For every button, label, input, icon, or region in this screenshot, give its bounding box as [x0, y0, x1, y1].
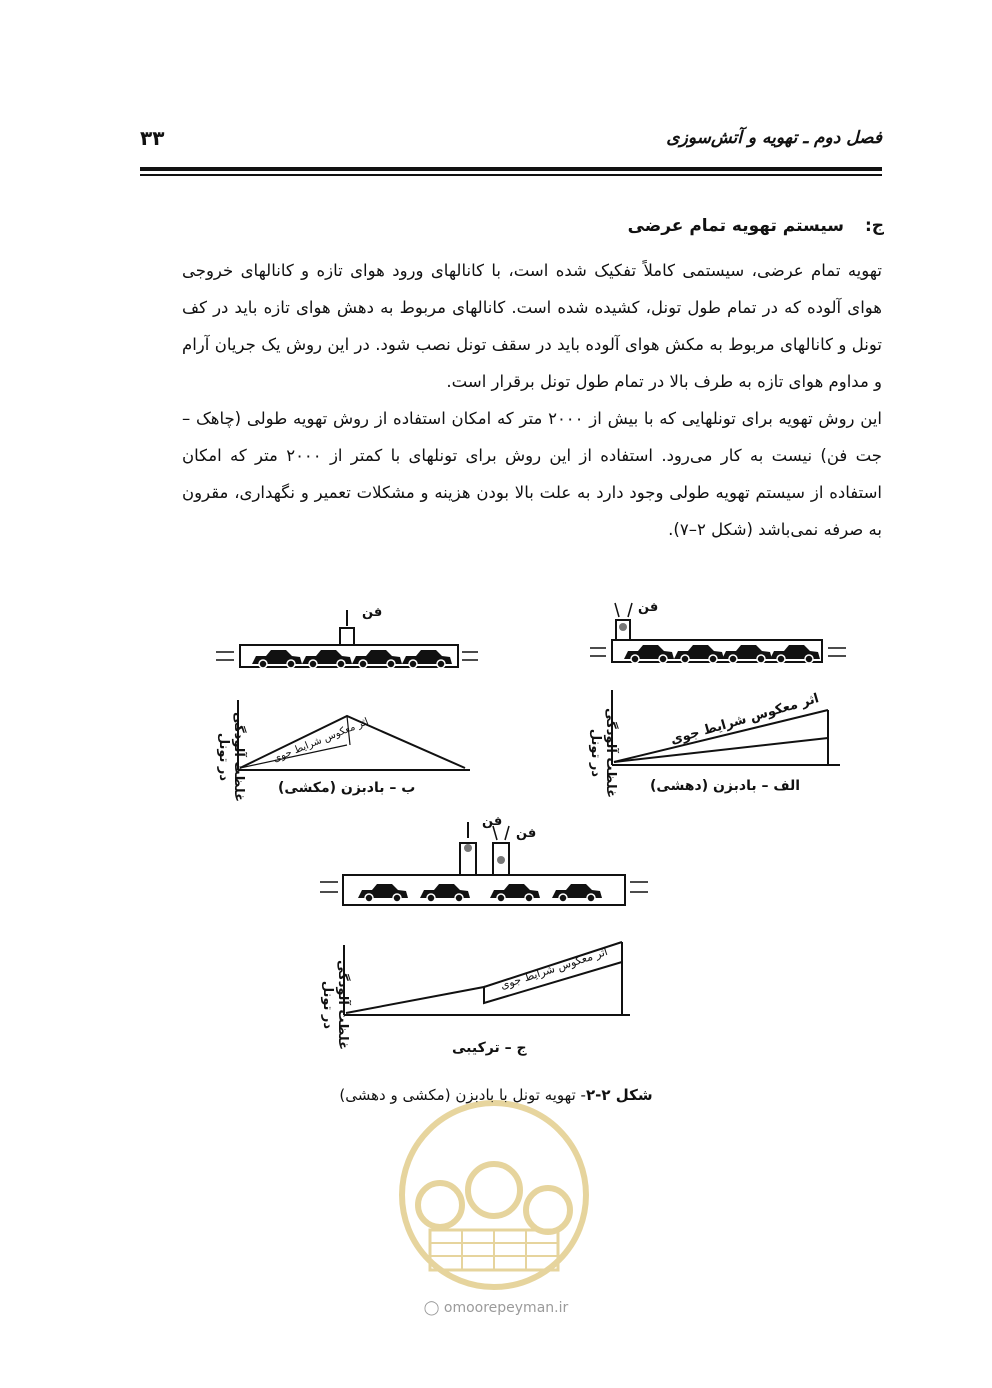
- panel-a-tunnel-diagram: [590, 603, 846, 663]
- panel-c-title: ج – ترکیبی: [452, 1040, 527, 1056]
- panel-c-y-axis-label: غلظت آلودگی در تونل: [320, 959, 350, 1050]
- car: [252, 650, 302, 668]
- caption-text: - تهویه تونل با بادبزن (مکشی و دهشی): [339, 1086, 586, 1104]
- car: [552, 884, 602, 902]
- panel-a-fan-label: فن: [638, 600, 659, 615]
- panel-a-y-axis-label: غلظت آلودگی در تونل: [588, 707, 618, 798]
- panel-c-effect-label: اثر معکوس شرایط جوی: [498, 945, 610, 992]
- paragraph-1: تهویه تمام عرضی، سیستمی کاملاً تفکیک شده است، با کانالهای ورود هوای تازه و کانالهای خروجی هوای آلوده که در تمام طول تونل، کشیده شده است. کانالهای مربوط به دهش هوای تازه باید در کف تونل و کانالهای مربوط به مکش هوای آلوده باید در سقف تونل نصب شود. در این روش یک جریان آرام و مداوم هوای تازه به طرف بالا در تمام طول تونل برقرار است.: [182, 261, 882, 391]
- panel-a-effect-label: اثر معکوس شرایط جوی: [668, 691, 821, 748]
- car: [770, 645, 820, 663]
- car: [402, 650, 452, 668]
- panel-b-title: ب – بادبزن (مکشی): [278, 780, 416, 796]
- car: [352, 650, 402, 668]
- figure-caption: [0, 1086, 992, 1104]
- car: [674, 645, 724, 663]
- car: [722, 645, 772, 663]
- page-number: ۳۳: [140, 126, 165, 150]
- panel-c-fan-label-1: فن: [482, 814, 503, 829]
- section-letter: ج:: [864, 216, 884, 236]
- watermark-logo: [402, 1103, 586, 1287]
- panel-a-title: الف – بادبزن (دهشی): [650, 778, 801, 794]
- chapter-title: فصل دوم ـ تهویه و آتش‌سوزی: [666, 128, 882, 148]
- section-title: سیستم تهویه تمام عرضی: [627, 216, 844, 236]
- panel-b-fan-label: فن: [362, 605, 383, 620]
- concentration-curve: [346, 962, 622, 1013]
- car: [420, 884, 470, 902]
- panel-c-tunnel-diagram: [320, 822, 648, 905]
- watermark-text: ◯ omoorepeyman.ir: [423, 1300, 569, 1316]
- fan-shaft: [340, 628, 354, 645]
- caption-number: شکل ۲-۲: [585, 1086, 653, 1104]
- car: [624, 645, 674, 663]
- car: [490, 884, 540, 902]
- car: [302, 650, 352, 668]
- panel-b-tunnel-diagram: [216, 610, 478, 668]
- panel-b-effect-label: اثر معکوس شرایط جوی: [271, 716, 371, 765]
- car: [358, 884, 408, 902]
- paragraph-2: این روش تهویه برای تونلهایی که با بیش از ۲۰۰۰ متر که امکان استفاده از روش تهویه طولی (چاهک – جت فن) نیست به کار می‌رود. استفاده از این روش برای تونلهای با کمتر از ۲۰۰۰ متر که امکان استفاده از سیستم تهویه طولی وجود دارد به علت بالا بودن هزینه و مشکلات تعمیر و نگهداری، مقرون به صرفه نمی‌باشد (شکل ۲–۷).: [182, 409, 882, 539]
- panel-b-y-axis-label: غلظت آلودگی در تونل: [216, 711, 246, 802]
- panel-c-fan-label-2: فن: [516, 826, 537, 841]
